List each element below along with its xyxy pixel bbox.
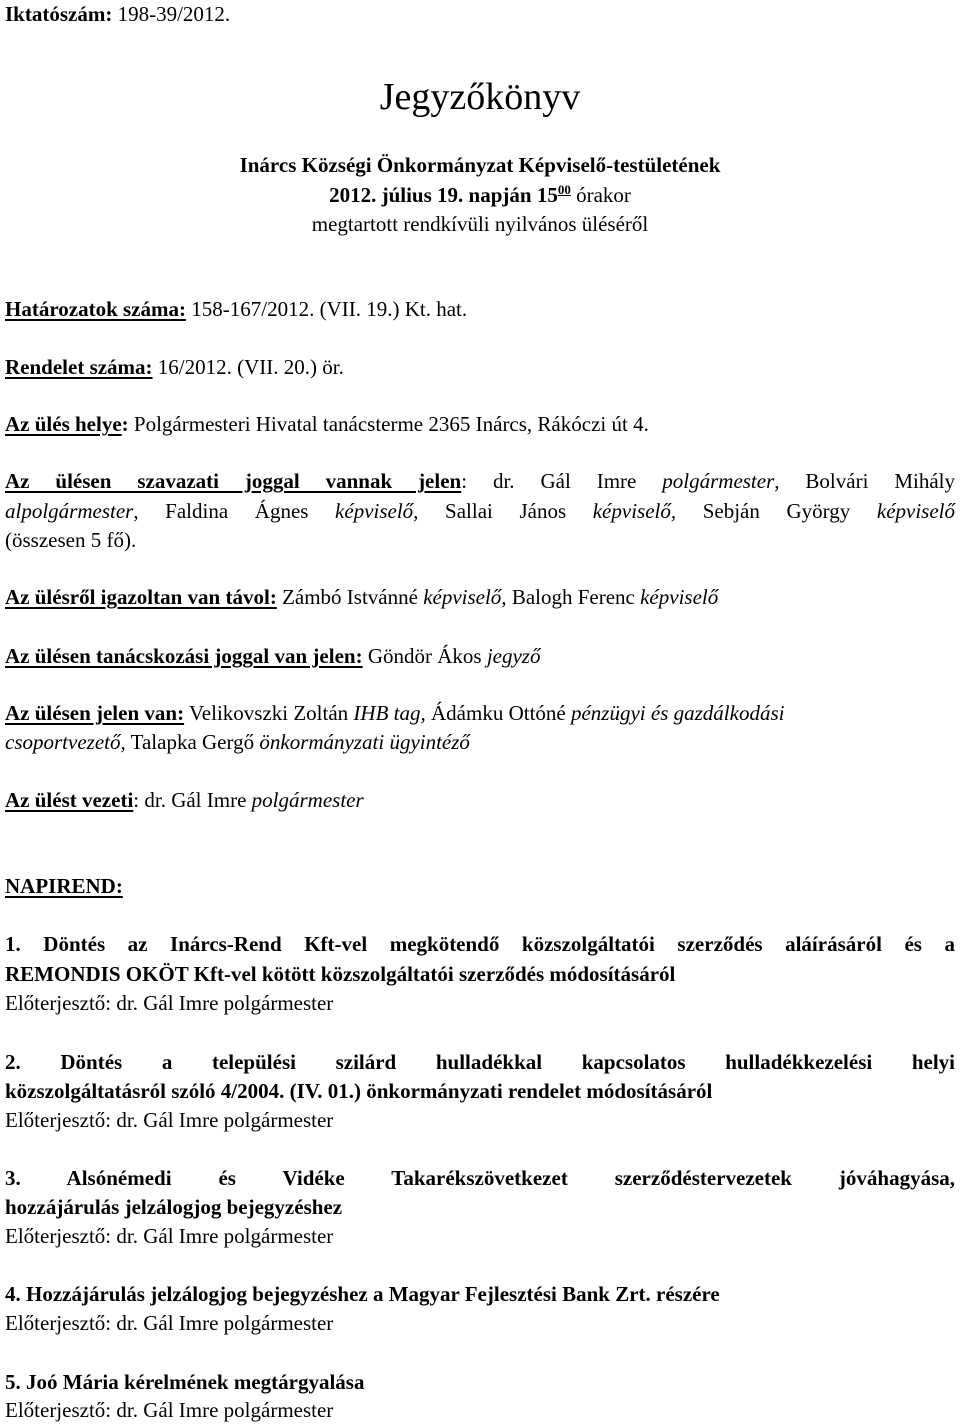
advisory-line (5, 644, 540, 669)
attendees-line-2 (5, 730, 470, 755)
attendees-text-3: Talapka Gergő (125, 730, 260, 754)
present-role-3: képviselő, (335, 499, 419, 523)
attendees-role-1: IHB tag, (353, 701, 426, 725)
decree-label: Rendelet száma: (5, 355, 153, 379)
venue-colon: : (121, 412, 129, 436)
present-line-2 (5, 499, 955, 524)
agenda-item-4-line-1: 4. Hozzájárulás jelzálogjog bejegyzéshez a Magyar Fejlesztési Bank Zrt. részére (5, 1282, 720, 1306)
venue-value: Polgármesteri Hivatal tanácsterme 2365 Inárcs, Rákóczi út 4. (128, 412, 649, 436)
attendees-line-1 (5, 701, 784, 726)
document-title: Jegyzőkönyv (379, 76, 581, 118)
attendees-role-4: önkormányzati ügyintéző (259, 730, 470, 754)
present-line-1 (5, 469, 955, 494)
present-text-1: : dr. Gál Imre (461, 469, 663, 493)
title-line-2-prefix: 2012. július 19. napján 15 (329, 183, 558, 207)
agenda-item-2-line-2: közszolgáltatásról szóló 4/2004. (IV. 01.) önkormányzati rendelet módosításáról (5, 1079, 713, 1103)
absent-role-2: képviselő (640, 585, 719, 609)
agenda-item-5-presenter: Előterjesztő: dr. Gál Imre polgármester (5, 1398, 334, 1422)
resolutions-value: 158-167/2012. (VII. 19.) Kt. hat. (186, 297, 468, 321)
present-label: Az ülésen szavazati joggal vannak jelen (5, 469, 462, 493)
agenda-item-3-line-2: hozzájárulás jelzálogjog bejegyzéshez (5, 1195, 343, 1219)
resolutions-label: Határozatok száma: (5, 297, 186, 321)
title-line-1: Inárcs Községi Önkormányzat Képviselő-testületének (239, 153, 721, 177)
decree-line (5, 355, 344, 380)
chair-role: polgármester (251, 788, 364, 812)
decree-value: 16/2012. (VII. 20.) ör. (152, 355, 344, 379)
present-text-3: , Faldina Ágnes (133, 499, 336, 523)
resolutions-line (5, 297, 467, 322)
agenda-item-3-line-1: 3. Alsónémedi és Vidéke Takarékszövetkezet szerződéstervezetek jóváhagyása, (5, 1166, 955, 1190)
agenda-item-1-presenter: Előterjesztő: dr. Gál Imre polgármester (5, 991, 334, 1015)
title-line-3: megtartott rendkívüli nyilvános üléséről (311, 212, 649, 236)
agenda-item-1-line-2: REMONDIS OKÖT Kft-vel kötött közszolgáltatói szerződés módosításáról (5, 962, 676, 986)
present-text-5: Sebján György (676, 499, 877, 523)
filing-number-label: Iktatószám: (5, 2, 113, 26)
advisory-role: jegyző (486, 644, 541, 668)
attendees-role-2: pénzügyi és gazdálkodási (570, 701, 785, 725)
absent-label: Az ülésről igazoltan van távol: (5, 585, 277, 609)
agenda-item-1-line-1: 1. Döntés az Inárcs-Rend Kft-vel megkötendő közszolgáltatói szerződés aláírásáról és a (5, 932, 955, 956)
attendees-text-2: Ádámku Ottóné (425, 701, 571, 725)
absent-text-2: Balogh Ferenc (506, 585, 641, 609)
present-role-4: képviselő, (592, 499, 677, 523)
title-line-2-superscript: 00 (557, 182, 571, 197)
present-line-3: (összesen 5 fő). (5, 528, 137, 552)
present-role-2: alpolgármester (5, 499, 134, 523)
attendees-label: Az ülésen jelen van: (5, 701, 185, 725)
chair-line (5, 788, 364, 813)
filing-number-value: 198-39/2012. (117, 2, 231, 26)
present-role-1: polgármester (662, 469, 775, 493)
absent-line (5, 585, 718, 610)
attendees-text-1: Velikovszki Zoltán (184, 701, 354, 725)
agenda-heading: NAPIREND: (5, 874, 123, 898)
attendees-role-3: csoportvezető, (5, 730, 126, 754)
present-text-4: Sallai János (418, 499, 593, 523)
agenda-item-3-presenter: Előterjesztő: dr. Gál Imre polgármester (5, 1224, 334, 1248)
advisory-text: Göndör Ákos (362, 644, 487, 668)
agenda-item-5-line-1: 5. Joó Mária kérelmének megtárgyalása (5, 1370, 365, 1394)
agenda-item-4-presenter: Előterjesztő: dr. Gál Imre polgármester (5, 1311, 334, 1335)
chair-text: : dr. Gál Imre (133, 788, 252, 812)
present-role-5: képviselő (876, 499, 955, 523)
agenda-item-2-line-1: 2. Döntés a települési szilárd hulladékkal kapcsolatos hulladékkezelési helyi (5, 1050, 955, 1074)
title-line-2-suffix: órakor (570, 183, 631, 207)
title-line-2 (5, 183, 955, 208)
venue-line (5, 412, 649, 437)
absent-role-1: képviselő, (423, 585, 507, 609)
absent-text-1: Zámbó Istvánné (276, 585, 424, 609)
venue-label: Az ülés helye (5, 412, 122, 436)
chair-label: Az ülést vezeti (5, 788, 134, 812)
advisory-label: Az ülésen tanácskozási joggal van jelen: (5, 644, 363, 668)
present-text-2: , Bolvári Mihály (774, 469, 955, 493)
agenda-item-2-presenter: Előterjesztő: dr. Gál Imre polgármester (5, 1108, 334, 1132)
filing-number-line (5, 2, 230, 27)
